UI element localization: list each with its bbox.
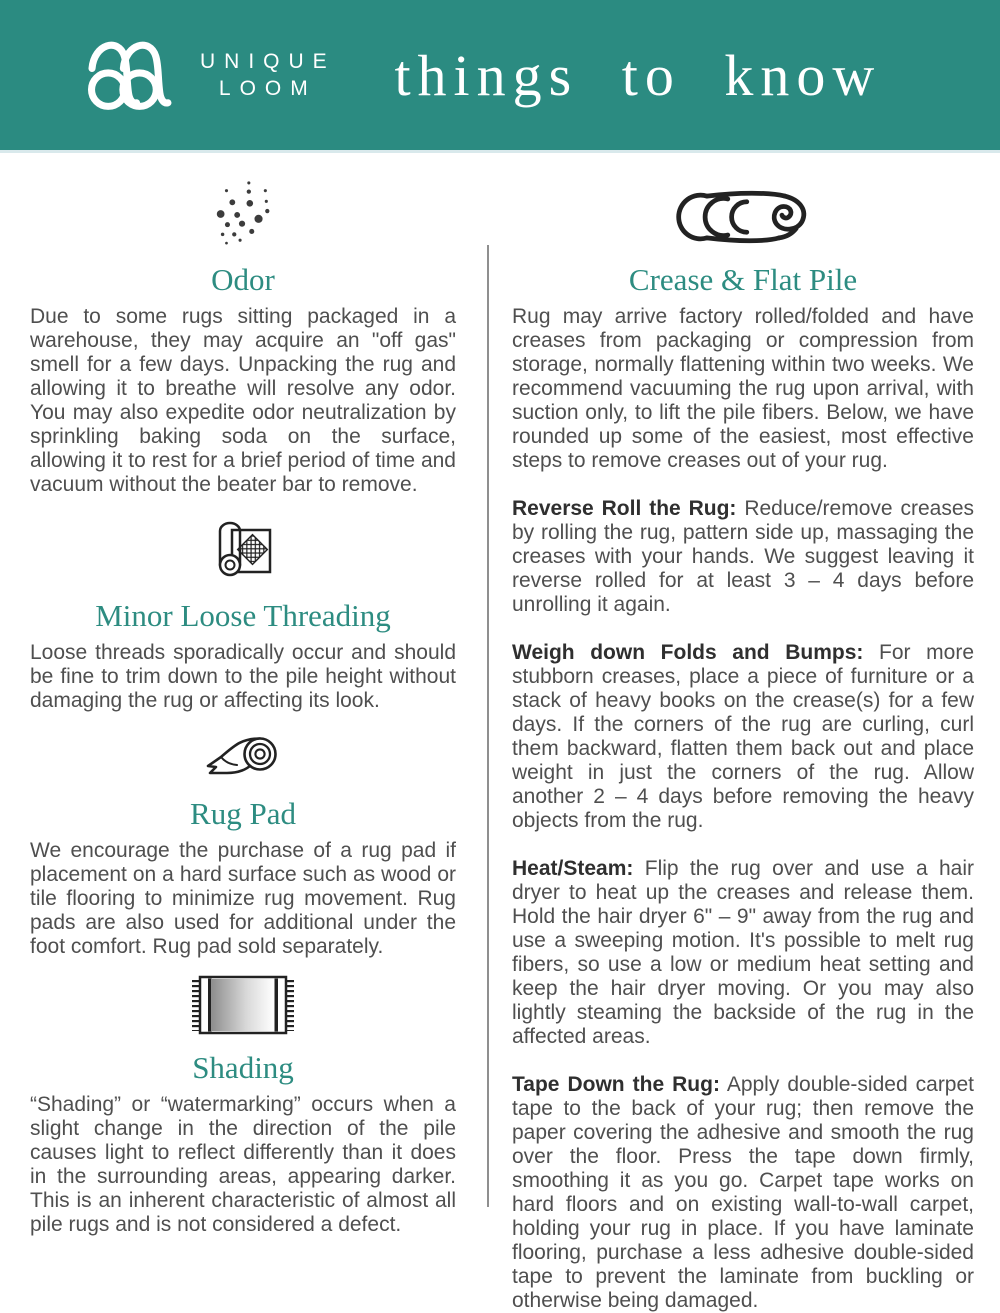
tip-text-reverse-roll: Reduce/remove creases by rolling the rug, pattern side up, massaging the creases with your hands. We suggest leaving it reverse rolled for at least 3 – 4 days before unrolling it again. <box>512 497 974 616</box>
section-body-loose-threading: Loose threads sporadically occur and should be fine to trim down to the pile height without damaging the rug or affecting its look. <box>30 641 456 712</box>
rolled-rug-thread-icon <box>212 517 274 583</box>
tip-heat-steam <box>512 857 974 1049</box>
section-body-odor: Due to some rugs sitting packaged in a warehouse, they may acquire an "off gas" smell for a few days. Unpacking the rug and allowing it to breathe will resolve any odor. You may also expedite odor neutralization by sprinkling baking soda on the surface, allowing it to rest for a brief period of time and vacuum without the beater bar to remove. <box>30 305 456 496</box>
tip-tape-down <box>512 1073 974 1313</box>
tip-text-weigh-down: For more stubborn creases, place a piece of furniture or a stack of heavy books on the crease(s) for a few days. If the corners of the rug are curling, curl them backward, flatten them back out and place weight in just the corners of the rug. Allow another 2 – 4 days before removing the heavy objects from the rug. <box>512 641 975 832</box>
right-column <box>487 153 1000 1313</box>
content-area <box>0 153 1000 1313</box>
brand-line1: UNIQUE <box>200 49 336 73</box>
tip-text-tape-down: Apply double-sided carpet tape to the back of your rug; then remove the paper covering the adhesive and smooth the rug over the floor. Press the tape down firmly, smoothing it as you go. Carpet tape works on hard floors and on existing wall-to-wall carpet, holding your rug in place. If you have laminate flooring, purchase a less adhesive double-sided tape to prevent the laminate from buckling or otherwise being damaged. <box>512 1073 974 1312</box>
tip-label-weigh-down: Weigh down Folds and Bumps: <box>512 641 864 664</box>
section-crease-flat-pile <box>512 187 974 473</box>
section-heading-odor: Odor <box>211 262 275 297</box>
unique-loom-logo-icon <box>82 32 184 118</box>
header-banner <box>0 0 1000 153</box>
tip-text-heat-steam: Flip the rug over and use a hair dryer to heat up the creases and release them. Hold the hair dryer 6" – 9" away from the rug and use a sweeping motion. It's possible to melt rug fibers, so use a low or medium heat setting and keep the hair dryer moving. Or you may also lightly steaming the backside of the rug in the affected areas. <box>512 857 974 1048</box>
page-title: things to know <box>394 42 882 108</box>
section-heading-shading: Shading <box>192 1050 294 1085</box>
section-intro-crease: Rug may arrive factory rolled/folded and have creases from packaging or compression from storage, normally flattening within two weeks. We recommend vacuuming the rug upon arrival, with suction only, to lift the pile fibers. Below, we have rounded up some of the easiest, most effective steps to remove creases out of your rug. <box>512 305 974 472</box>
odor-particles-icon <box>213 179 273 247</box>
left-column <box>0 153 487 1313</box>
tip-reverse-roll <box>512 497 974 617</box>
section-rug-pad <box>30 731 456 959</box>
shading-rug-icon <box>191 975 295 1035</box>
section-heading-rug-pad: Rug Pad <box>190 796 296 831</box>
rug-pad-roll-icon <box>203 731 283 781</box>
section-heading-loose-threading: Minor Loose Threading <box>95 598 391 633</box>
section-body-shading: “Shading” or “watermarking” occurs when a slight change in the direction of the pile causes light to reflect differently than it does in the surrounding areas, appearing darker. This is an inherent characteristic of almost all pile rugs and is not considered a defect. <box>30 1093 456 1236</box>
section-body-rug-pad: We encourage the purchase of a rug pad if placement on a hard surface such as wood or tile flooring to minimize rug movement. Rug pads are also used for additional under the foot comfort. Rug pad sold separately. <box>30 839 456 958</box>
rolled-rug-crease-icon <box>667 187 819 247</box>
tip-weigh-down <box>512 641 974 833</box>
brand-line2: LOOM <box>218 77 317 100</box>
section-odor <box>30 179 456 497</box>
column-divider <box>487 245 489 1207</box>
section-heading-crease: Crease & Flat Pile <box>628 262 858 297</box>
tip-label-tape-down: Tape Down the Rug: <box>512 1073 720 1096</box>
section-loose-threading <box>30 517 456 713</box>
section-shading <box>30 975 456 1237</box>
tip-label-reverse-roll: Reverse Roll the Rug: <box>512 497 737 520</box>
tip-label-heat-steam: Heat/Steam: <box>512 857 634 880</box>
brand-name <box>200 48 336 103</box>
brand-lockup <box>82 32 336 118</box>
